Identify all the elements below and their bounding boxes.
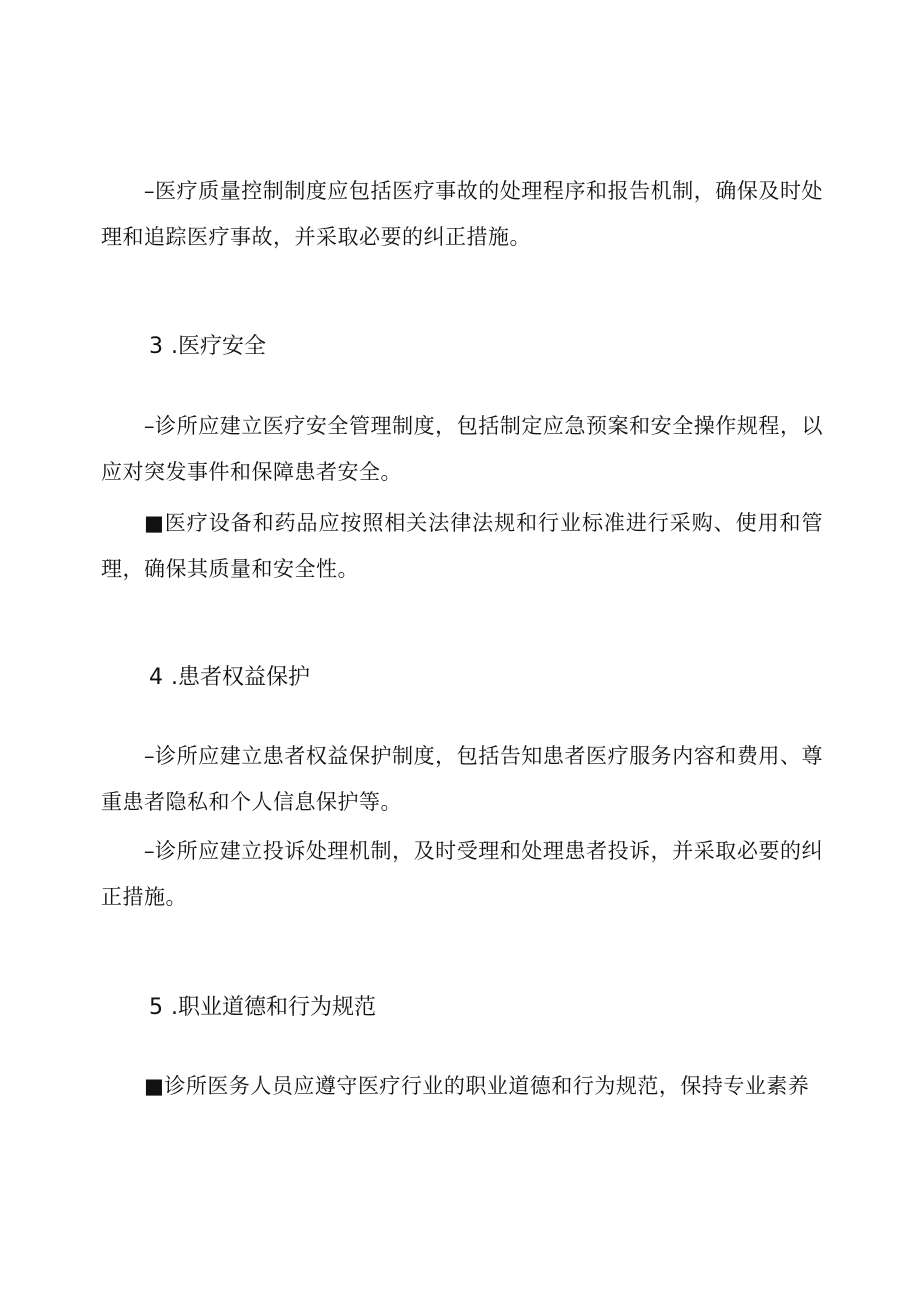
paragraph-complaint-handling: –诊所应建立投诉处理机制，及时受理和处理患者投诉，并采取必要的纠正措施。 <box>101 839 823 909</box>
paragraph-ethics-conduct: ■诊所医务人员应遵守医疗行业的职业道德和行为规范，保持专业素养 <box>144 1074 810 1098</box>
section-title: .医疗安全 <box>171 334 266 359</box>
paragraph-safety-management: –诊所应建立医疗安全管理制度，包括制定应急预案和安全操作规程，以应对突发事件和保障患者安全。 <box>101 414 823 484</box>
section-heading-patient-rights <box>149 663 310 693</box>
section-title: .患者权益保护 <box>171 665 310 690</box>
section-title: .职业道德和行为规范 <box>171 995 376 1020</box>
section-heading-medical-safety <box>149 332 266 362</box>
section-number: 3 <box>149 334 163 359</box>
section-heading-professional-ethics <box>149 993 376 1023</box>
paragraph-accident-handling: –医疗质量控制制度应包括医疗事故的处理程序和报告机制，确保及时处理和追踪医疗事故，并采取必要的纠正措施。 <box>101 179 823 249</box>
section-number: 4 <box>149 665 163 690</box>
section-number: 5 <box>149 995 163 1020</box>
paragraph-patient-rights-system: –诊所应建立患者权益保护制度，包括告知患者医疗服务内容和费用、尊重患者隐私和个人信息保护等。 <box>101 744 823 814</box>
paragraph-equipment-drugs: ■医疗设备和药品应按照相关法律法规和行业标准进行采购、使用和管理，确保其质量和安全性。 <box>101 511 823 581</box>
